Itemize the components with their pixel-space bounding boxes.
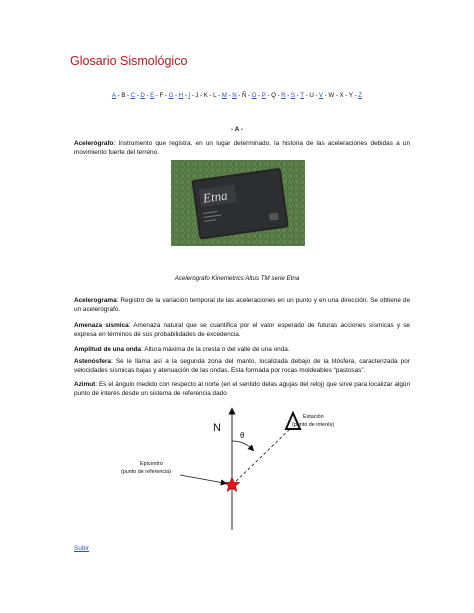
entry-amplitud-onda: [74, 345, 410, 354]
alphabet-letter-x: X: [339, 92, 344, 99]
alphabet-separator: -: [324, 92, 327, 99]
alphabet-letter-y: Y: [348, 92, 354, 99]
entry-term: Astenósfera: [74, 358, 111, 365]
epicenter-sublabel: (punto de referencia): [121, 469, 172, 475]
alphabet-letter-a[interactable]: A: [111, 92, 117, 99]
alphabet-separator: -: [174, 92, 178, 99]
entry-acelerograma: [74, 296, 410, 314]
alphabet-separator: -: [184, 92, 187, 99]
alphabet-index: [0, 92, 474, 99]
alphabet-letter-b: B: [121, 92, 126, 99]
alphabet-letter-z[interactable]: Z: [358, 92, 363, 99]
entry-definition: : Altura máxima de la cresta o del valle de una onda.: [141, 346, 290, 353]
alphabet-separator: -: [354, 92, 357, 99]
station-sublabel: (punto de interés): [292, 422, 335, 428]
alphabet-separator: -: [345, 92, 348, 99]
alphabet-separator: -: [247, 92, 251, 99]
entry-amenaza-sismica: [74, 321, 410, 339]
alphabet-separator: -: [155, 92, 158, 99]
entry-definition: : Registro de la variación temporal de las aceleraciones en un punto y en una dirección. Se obtiene de un acelerógrafo.: [74, 297, 410, 314]
alphabet-letter-d[interactable]: D: [140, 92, 145, 99]
entry-term: Amenaza sísmica: [74, 322, 129, 329]
alphabet-letter-w: W: [328, 92, 335, 99]
alphabet-separator: -: [296, 92, 299, 99]
entry-definition: : Instrumento que registra, en un lugar determinado, la historia de las aceleraciones debidas a un movimiento fuerte del terreno.: [74, 140, 410, 157]
alphabet-separator: -: [117, 92, 120, 99]
alphabet-separator: -: [258, 92, 261, 99]
station-label: Estación: [303, 414, 324, 420]
alphabet-separator: -: [200, 92, 203, 99]
section-heading-a: - A -: [231, 126, 243, 133]
alphabet-separator: -: [315, 92, 318, 99]
alphabet-separator: -: [277, 92, 280, 99]
entry-definition: : Se le llama así a la segunda zona del manto, localizada debajo de la litósfera, caracterizada por velocidades sísmicas bajas y atenuación de las ondas. Esta formada por rocas moldeables “pastosas”.: [74, 358, 410, 375]
alphabet-letter-k: K: [203, 92, 208, 99]
theta-label: θ: [240, 431, 245, 440]
azimuth-diagram: [118, 405, 358, 535]
photo-caption: Acelerógrafo Kinemetrics Altus TM serie Etna: [174, 275, 300, 282]
alphabet-separator: -: [209, 92, 212, 99]
epicenter-pointer: [180, 475, 224, 483]
entry-astenosfera: [74, 357, 410, 375]
azimuth-diagram-svg: [118, 405, 358, 535]
alphabet-letter-f: F: [159, 92, 164, 99]
alphabet-letter-t[interactable]: T: [300, 92, 305, 99]
alphabet-letter-g[interactable]: G: [168, 92, 174, 99]
epicenter-label: Epicentro: [140, 461, 163, 467]
alphabet-letter-ñ: Ñ: [241, 92, 247, 99]
alphabet-letter-c[interactable]: C: [130, 92, 136, 99]
entry-definition: : Es el ángulo medido con respecto al norte (en el sentido delas agujas del reloj) que sirve para localizar algún punto de interés desde un sistema de referencia dado: [74, 381, 410, 398]
alphabet-separator: -: [191, 92, 194, 99]
back-to-top-link[interactable]: Subir: [74, 545, 89, 552]
accelerograph-image: [171, 160, 305, 246]
alphabet-separator: -: [287, 92, 290, 99]
alphabet-letter-e[interactable]: E: [150, 92, 155, 99]
entry-definition: : Amenaza natural que se cuantifica por el valor esperado de futuras acciones sísmicas y se expresa en términos de sus probabilidades de excedencia.: [74, 322, 410, 339]
alphabet-letter-v[interactable]: V: [319, 92, 324, 99]
alphabet-separator: -: [127, 92, 130, 99]
entry-term: Amplitud de una onda: [74, 346, 142, 353]
accelerograph-photo: [171, 160, 305, 246]
alphabet-letter-q: Q: [271, 92, 276, 99]
entry-acelerografo: [74, 139, 410, 157]
entry-azimut: [74, 380, 410, 398]
alphabet-letter-o[interactable]: O: [251, 92, 257, 99]
alphabet-letter-j: J: [195, 92, 199, 99]
alphabet-separator: -: [238, 92, 241, 99]
alphabet-letter-m[interactable]: M: [221, 92, 227, 99]
alphabet-letter-s[interactable]: S: [290, 92, 296, 99]
alphabet-letter-i[interactable]: I: [188, 92, 191, 99]
entry-term: Acelerógrafo: [74, 140, 114, 147]
alphabet-separator: -: [228, 92, 231, 99]
alphabet-letter-l: L: [213, 92, 217, 99]
alphabet-separator: -: [164, 92, 167, 99]
theta-arc: [232, 441, 252, 449]
alphabet-separator: -: [335, 92, 338, 99]
entry-term: Acelerograma: [74, 297, 117, 304]
page-title: Glosario Sismológico: [70, 54, 188, 68]
alphabet-separator: -: [305, 92, 308, 99]
etna-brand-label: Etna: [201, 187, 229, 206]
alphabet-letter-r[interactable]: R: [281, 92, 286, 99]
alphabet-separator: -: [267, 92, 270, 99]
alphabet-letter-h[interactable]: H: [178, 92, 184, 99]
alphabet-letter-n[interactable]: N: [232, 92, 237, 99]
alphabet-separator: -: [136, 92, 139, 99]
alphabet-letter-p[interactable]: P: [261, 92, 266, 99]
entry-term: Azimut: [74, 381, 96, 388]
alphabet-separator: -: [218, 92, 221, 99]
alphabet-separator: -: [146, 92, 149, 99]
north-label: N: [213, 422, 221, 434]
alphabet-letter-u: U: [309, 92, 314, 99]
